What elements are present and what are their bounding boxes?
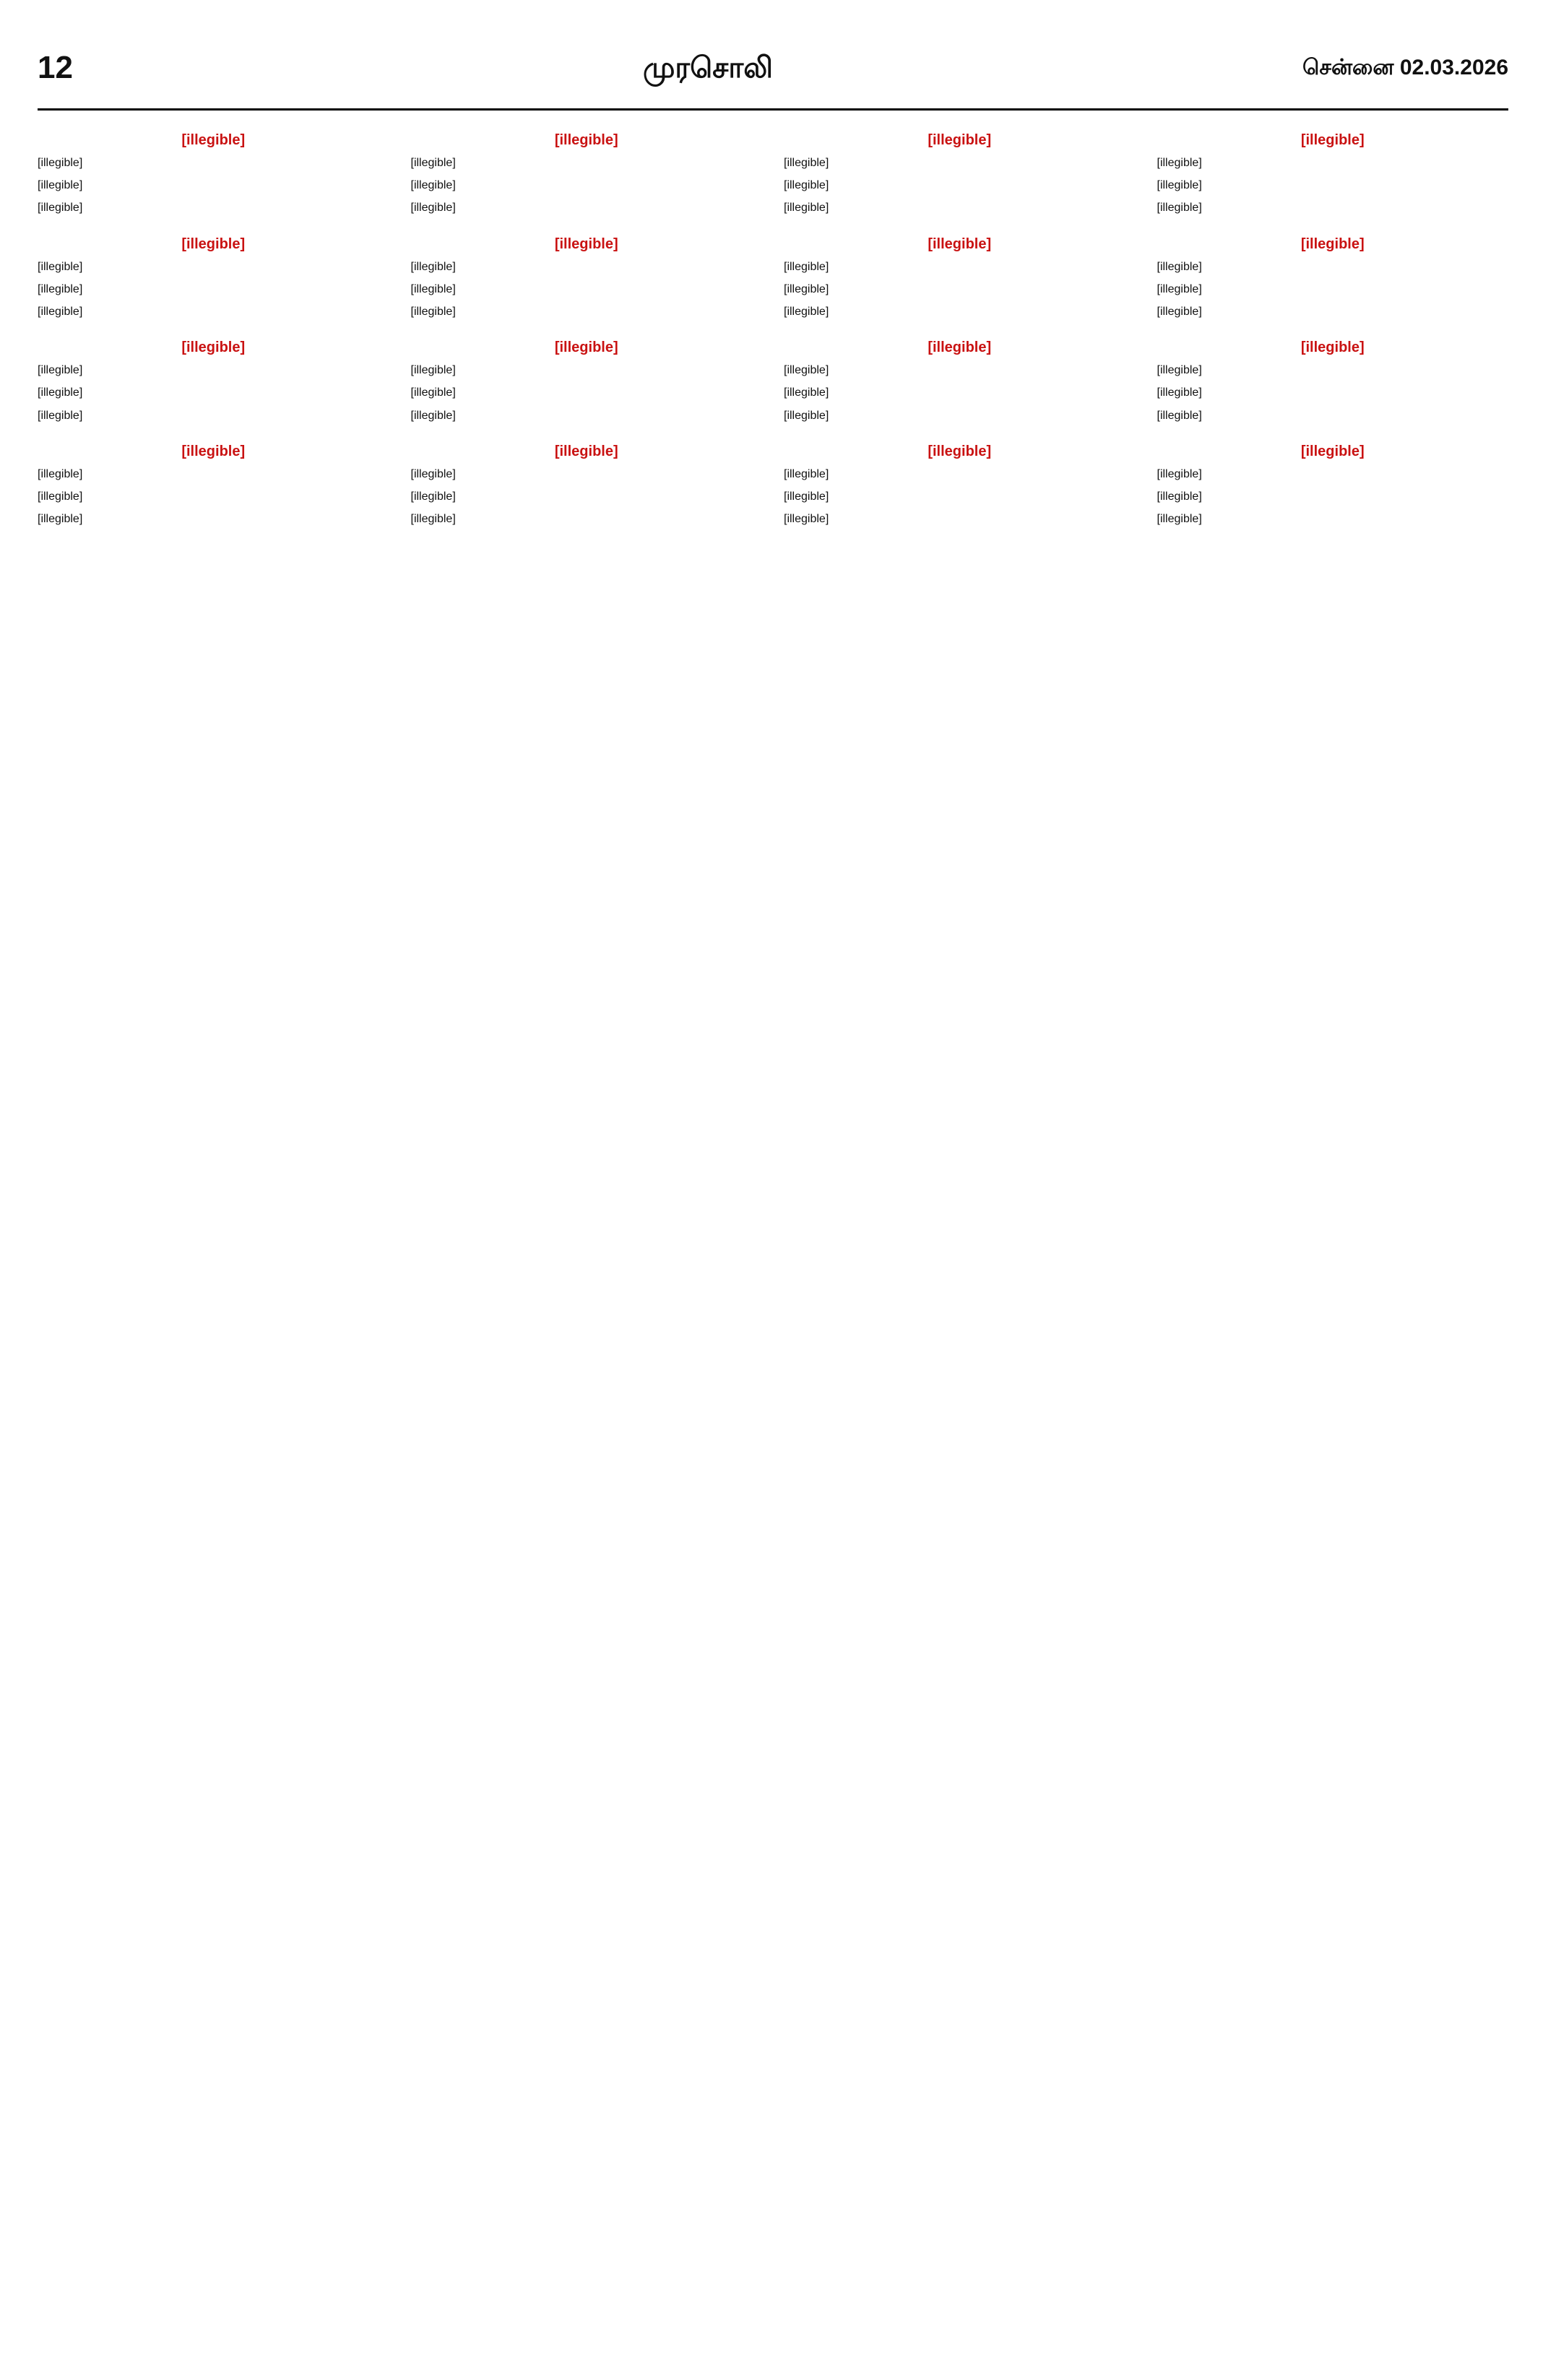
entry-text: [illegible] bbox=[38, 179, 83, 192]
entry-text: [illegible] bbox=[1157, 409, 1202, 422]
entry-text: [illegible] bbox=[38, 260, 83, 273]
entry-text: [illegible] bbox=[38, 305, 83, 318]
entry-text: [illegible] bbox=[1157, 282, 1202, 295]
entry-text: [illegible] bbox=[38, 490, 83, 503]
entry-text: [illegible] bbox=[38, 282, 83, 295]
entry-text: [illegible] bbox=[784, 305, 829, 318]
entry-text: [illegible] bbox=[410, 260, 456, 273]
entry-text: [illegible] bbox=[784, 513, 829, 526]
page-number: 12 bbox=[38, 50, 73, 85]
section-16 bbox=[1157, 443, 1509, 528]
section-9 bbox=[784, 131, 1136, 217]
entry-text: [illegible] bbox=[410, 467, 456, 480]
section-5 bbox=[411, 131, 763, 217]
section-title: [illegible] bbox=[928, 132, 992, 148]
entry-text: [illegible] bbox=[410, 305, 456, 318]
entry-text: [illegible] bbox=[410, 513, 456, 526]
entry-text: [illegible] bbox=[1157, 364, 1202, 377]
entry-text: [illegible] bbox=[784, 157, 829, 169]
section-title: [illegible] bbox=[181, 132, 246, 148]
section-15 bbox=[1157, 339, 1509, 424]
section-4 bbox=[38, 443, 389, 528]
entry-text: [illegible] bbox=[410, 409, 456, 422]
entry-text: [illegible] bbox=[38, 467, 83, 480]
section-2 bbox=[38, 235, 389, 321]
entry-text: [illegible] bbox=[784, 179, 829, 192]
section-title: [illegible] bbox=[928, 339, 992, 356]
entry-text: [illegible] bbox=[410, 179, 456, 192]
section-13 bbox=[1157, 131, 1509, 217]
section-10 bbox=[784, 235, 1136, 321]
column-2 bbox=[411, 131, 763, 2343]
section-8 bbox=[411, 443, 763, 528]
entry-text: [illegible] bbox=[784, 409, 829, 422]
entry-text: [illegible] bbox=[1157, 513, 1202, 526]
section-title: [illegible] bbox=[554, 132, 618, 148]
entry-text: [illegible] bbox=[38, 202, 83, 215]
section-14 bbox=[1157, 235, 1509, 321]
entry-text: [illegible] bbox=[1157, 490, 1202, 503]
entry-text: [illegible] bbox=[784, 467, 829, 480]
entry-text: [illegible] bbox=[1157, 202, 1202, 215]
section-11 bbox=[784, 339, 1136, 424]
section-title: [illegible] bbox=[1300, 235, 1365, 252]
section-title: [illegible] bbox=[554, 235, 618, 252]
column-3 bbox=[784, 131, 1136, 2343]
entry-text: [illegible] bbox=[784, 364, 829, 377]
section-1 bbox=[38, 131, 389, 217]
entry-text: [illegible] bbox=[410, 364, 456, 377]
entry-text: [illegible] bbox=[410, 490, 456, 503]
column-1 bbox=[38, 131, 389, 2343]
entry-text: [illegible] bbox=[784, 490, 829, 503]
header-rule bbox=[38, 108, 1508, 111]
entry-text: [illegible] bbox=[410, 157, 456, 169]
entry-text: [illegible] bbox=[410, 386, 456, 399]
section-title: [illegible] bbox=[181, 235, 246, 252]
entry-text: [illegible] bbox=[38, 364, 83, 377]
section-3 bbox=[38, 339, 389, 424]
edition-date: சென்னை 02.03.2026 bbox=[1302, 56, 1508, 79]
page-header bbox=[38, 32, 1508, 104]
section-title: [illegible] bbox=[1300, 132, 1365, 148]
entry-text: [illegible] bbox=[784, 260, 829, 273]
section-title: [illegible] bbox=[928, 235, 992, 252]
section-title: [illegible] bbox=[928, 443, 992, 459]
entry-text: [illegible] bbox=[38, 513, 83, 526]
entry-text: [illegible] bbox=[1157, 305, 1202, 318]
entry-text: [illegible] bbox=[1157, 467, 1202, 480]
section-title: [illegible] bbox=[181, 339, 246, 356]
article-columns bbox=[38, 131, 1508, 2343]
entry-text: [illegible] bbox=[1157, 179, 1202, 192]
entry-text: [illegible] bbox=[784, 282, 829, 295]
section-title: [illegible] bbox=[554, 443, 618, 459]
section-title: [illegible] bbox=[1300, 443, 1365, 459]
entry-text: [illegible] bbox=[1157, 386, 1202, 399]
column-4 bbox=[1157, 131, 1509, 2343]
section-7 bbox=[411, 339, 763, 424]
entry-text: [illegible] bbox=[784, 386, 829, 399]
entry-text: [illegible] bbox=[784, 202, 829, 215]
section-12 bbox=[784, 443, 1136, 528]
entry-text: [illegible] bbox=[410, 282, 456, 295]
entry-text: [illegible] bbox=[38, 157, 83, 169]
section-title: [illegible] bbox=[181, 443, 246, 459]
entry-text: [illegible] bbox=[1157, 260, 1202, 273]
entry-text: [illegible] bbox=[410, 202, 456, 215]
entry-text: [illegible] bbox=[38, 409, 83, 422]
section-title: [illegible] bbox=[1300, 339, 1365, 356]
newspaper-name: முரசொலி bbox=[643, 52, 773, 84]
entry-text: [illegible] bbox=[1157, 157, 1202, 169]
section-title: [illegible] bbox=[554, 339, 618, 356]
entry-text: [illegible] bbox=[38, 386, 83, 399]
section-6 bbox=[411, 235, 763, 321]
